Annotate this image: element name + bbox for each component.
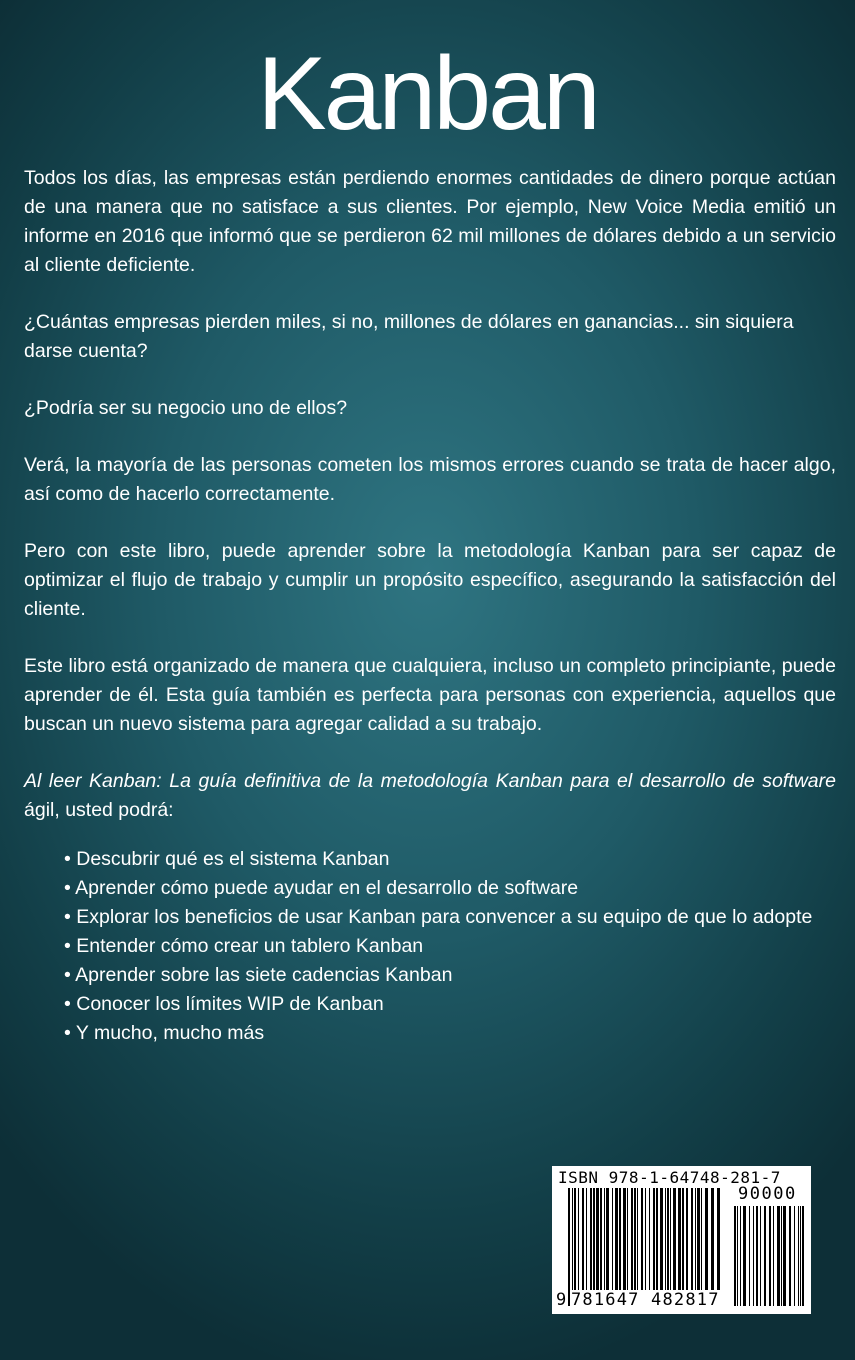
list-item: • Aprender cómo puede ayudar en el desarrollo de software	[64, 877, 579, 899]
paragraph: Todos los días, las empresas están perdiendo enormes cantidades de dinero porque actúan de una manera que no satisface a sus clientes. Por ejemplo, New Voice Media emitió un informe en 2016 que informó que se perdieron 62 mil millones de dólares debido a un servicio al cliente deficiente.	[24, 167, 836, 276]
paragraph: Pero con este libro, puede aprender sobre la metodología Kanban para ser capaz de optimizar el flujo de trabajo y cumplir un propósito específico, asegurando la satisfacción del cliente.	[24, 540, 836, 620]
list-item: • Entender cómo crear un tablero Kanban	[64, 935, 424, 957]
list-item: • Y mucho, mucho más	[64, 1022, 265, 1044]
barcode-digits: 781647 482817	[571, 1290, 720, 1310]
paragraph: ¿Cuántas empresas pierden miles, si no, millones de dólares en ganancias... sin siquiera darse cuenta?	[24, 311, 794, 362]
feature-list	[64, 845, 836, 1048]
addon-number: 90000	[738, 1184, 797, 1204]
isbn-label: ISBN 978-1-64748-281-7	[558, 1168, 781, 1187]
intro-paragraph	[24, 767, 836, 825]
list-item: • Aprender sobre las siete cadencias Kanban	[64, 964, 453, 986]
list-item: • Explorar los beneficios de usar Kanban para convencer a su equipo de que lo adopte	[64, 906, 813, 928]
isbn-barcode	[552, 1166, 811, 1314]
book-title: Kanban	[257, 36, 598, 152]
barcode-first-digit: 9	[556, 1290, 567, 1310]
intro-rest: ágil, usted podrá:	[24, 799, 174, 821]
paragraph: ¿Podría ser su negocio uno de ellos?	[24, 397, 348, 419]
list-item: • Conocer los límites WIP de Kanban	[64, 993, 384, 1015]
list-item: • Descubrir qué es el sistema Kanban	[64, 848, 390, 870]
back-cover-text	[24, 164, 836, 1048]
paragraph: Verá, la mayoría de las personas cometen los mismos errores cuando se trata de hacer algo, así como de hacerlo correctamente.	[24, 454, 836, 505]
intro-italic: Al leer Kanban: La guía definitiva de la metodología Kanban para el desarrollo de software	[24, 770, 836, 792]
paragraph: Este libro está organizado de manera que cualquiera, incluso un completo principiante, puede aprender de él. Esta guía también es perfecta para personas con experiencia, aquellos que buscan un nuevo sistema para agregar calidad a su trabajo.	[24, 655, 836, 735]
